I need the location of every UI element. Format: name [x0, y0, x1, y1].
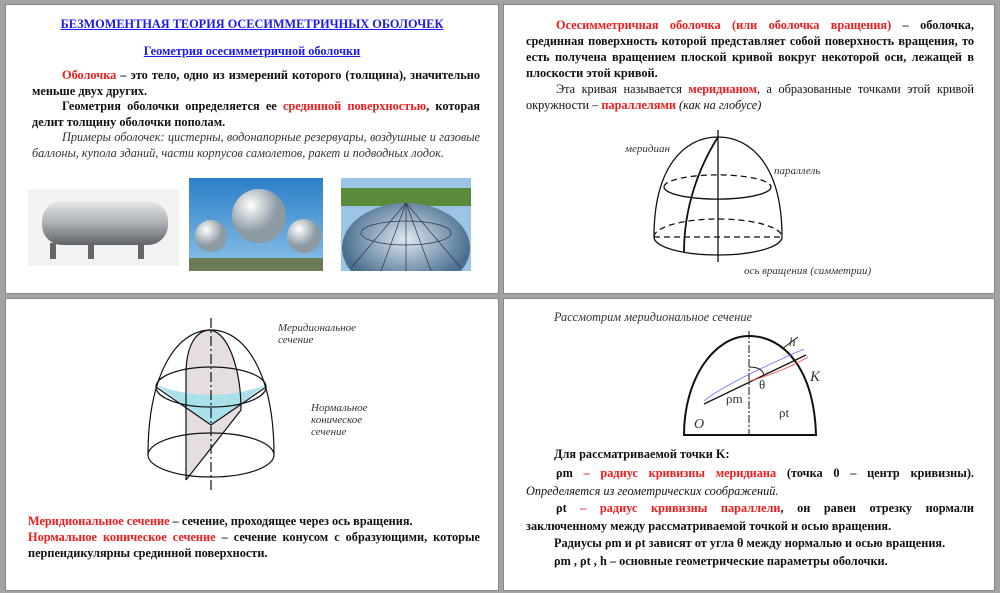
slide-title: БЕЗМОМЕНТНАЯ ТЕОРИЯ ОСЕСИММЕТРИЧНЫХ ОБОЛОЧЕК: [60, 17, 444, 31]
label-theta: θ: [759, 377, 766, 392]
slide-4: [503, 298, 995, 591]
paragraph-normal-section: [28, 529, 480, 561]
paragraph-point-k: Для рассматриваемой точки K:: [554, 447, 730, 461]
slide-subtitle: Геометрия осесимметричной оболочки: [143, 44, 361, 58]
text: – оболочка, срединная поверхность которой представляет собой поверхность вращения, то есть получена вращением плоской кривой вокруг некоторой оси, лежащей в плоскости этой кривой.: [526, 18, 974, 80]
label-O: O: [694, 417, 705, 432]
paragraph-rho-m: [526, 464, 974, 500]
term: – радиус кривизны меридиана: [572, 466, 777, 480]
text: (точка 0 – центр кривизны).: [776, 466, 974, 480]
paragraph-rho-t: [526, 499, 974, 535]
text: , которая делит толщину оболочки пополам.: [32, 99, 480, 129]
glass-dome-photo: [341, 178, 471, 271]
text: , а образованные точками этой кривой окружности –: [526, 82, 975, 112]
text: Определяется из геометрических соображений.: [526, 484, 779, 498]
label-meridian: меридиан: [625, 143, 670, 155]
slide-2: [503, 4, 995, 294]
label-parallel: параллель: [774, 165, 821, 177]
label-normal-conical-section: Нормальное коническое сечение: [311, 402, 368, 438]
term: меридианом: [688, 82, 757, 96]
label-h: h: [789, 334, 796, 349]
text: – сечение, проходящее через ось вращения.: [169, 514, 413, 528]
tank-photo: [28, 189, 179, 266]
gas-spheres-photo: [189, 178, 323, 271]
label-rho-t: ρt: [779, 405, 790, 420]
paragraph-radii: Радиусы ρm и ρt зависят от угла θ между нормалью и осью вращения.: [554, 536, 946, 550]
label-K: K: [810, 369, 821, 385]
text: Эта кривая называется: [556, 82, 689, 96]
slide-3: [5, 298, 499, 591]
paragraph-meridional-section: [28, 513, 480, 529]
text: – это тело, одно из измерений которого (толщина), значительно меньше двух других.: [32, 68, 480, 98]
text: Геометрия оболочки определяется ее: [62, 99, 283, 113]
paragraph-parameters: ρm , ρt , h – основные геометрические параметры оболочки.: [554, 554, 888, 568]
paragraph-geometry: [32, 98, 480, 130]
paragraph-meridian: [526, 81, 974, 113]
slide-1: [5, 4, 499, 294]
term: срединной поверхностью: [282, 99, 427, 113]
term: параллелями: [601, 98, 676, 112]
text: , он равен отрезку нормали заключенному между рассматриваемой точкой и осью вращения.: [526, 501, 974, 533]
label-rho-m: ρm: [726, 391, 743, 406]
term: Оболочка: [62, 68, 117, 82]
term: Нормальное коническое сечение: [28, 530, 216, 544]
sections-diagram: [141, 315, 301, 495]
term: Меридиональное сечение: [28, 514, 170, 528]
text: – сечение конусом с образующими, которые перпендикулярны срединной поверхности.: [28, 530, 481, 560]
paragraph-axisymmetric-shell: [526, 17, 974, 81]
paragraph-examples: Примеры оболочек: цистерны, водонапорные резервуары, воздушные и газовые баллоны, купола зданий, части корпусов самолетов, ракет и подводных лодок.: [32, 130, 480, 160]
text: (как на глобусе): [675, 98, 762, 112]
label-meridional-section: Меридиональное сечение: [278, 322, 357, 346]
term: Осесимметричная оболочка (или оболочка вращения): [556, 18, 892, 32]
intro-text: Рассмотрим меридиональное сечение: [554, 310, 752, 324]
term: – радиус кривизны параллели: [566, 501, 781, 515]
symbol: ρt: [556, 501, 567, 515]
label-axis: ось вращения (симметрии): [744, 265, 872, 277]
symbol: ρm: [556, 466, 573, 480]
paragraph-shell-definition: [32, 67, 480, 99]
